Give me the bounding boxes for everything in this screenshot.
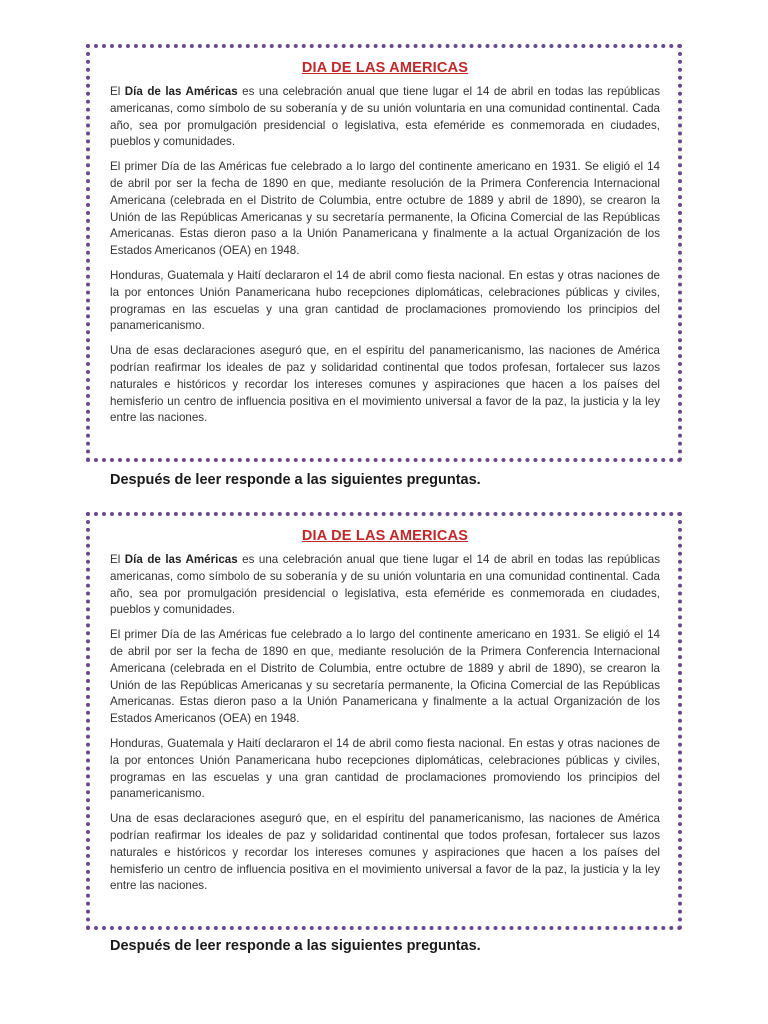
paragraph-1-rest: es una celebración anual que tiene lugar el 14 de abril en todas las repúblicas americanas, como símbolo de su soberanía y de su unión voluntaria en una comunidad continental. Cada año, sea por promulgación presidencial o legislativa, esta efeméride es conmemorada en ciudades, pueblos y comunidades. <box>110 85 661 149</box>
paragraph-1-rest: es una celebración anual que tiene lugar el 14 de abril en todas las repúblicas americanas, como símbolo de su soberanía y de su unión voluntaria en una comunidad continental. Cada año, sea por promulgación presidencial o legislativa, esta efeméride es conmemorada en ciudades, pueblos y comunidades. <box>110 553 661 617</box>
paragraph-1-bold: Día de las Américas <box>124 553 238 566</box>
paragraph-1-lead: El <box>110 85 125 98</box>
paragraph-1 <box>110 84 660 151</box>
instruction-text: Después de leer responde a las siguientes preguntas. <box>110 472 481 488</box>
paragraph-3: Honduras, Guatemala y Haití declararon el 14 de abril como fiesta nacional. En estas y otras naciones de la por entonces Unión Panamericana hubo recepciones diplomáticas, celebraciones públicas y civiles, programas en las escuelas y una gran cantidad de proclamaciones promoviendo los principios del panamericanismo. <box>110 736 660 801</box>
paragraph-2: El primer Día de las Américas fue celebrado a lo largo del continente americano en 1931. Se eligió el 14 de abril por ser la fecha de 1890 en que, mediante resolución de la Primera Conferencia Internacional Americana (celebrada en el Distrito de Columbia, entre octubre de 1889 y abril de 1890), se crearon la Unión de las Repúblicas Americanas y su secretaría permanente, la Oficina Comercial de las Repúblicas Americanas. Estas dieron paso a la Unión Panamericana y finalmente a la actual Organización de los Estados Americanos (OEA) en 1948. <box>110 628 660 726</box>
paragraph-1 <box>110 552 660 619</box>
paragraph-4: Una de esas declaraciones aseguró que, en el espíritu del panamericanismo, las naciones de América podrían reafirmar los ideales de paz y solidaridad continental que todos profesan, fortalecer sus lazos naturales e históricos y recordar los intereses comunes y aspiraciones que hacen a los países del hemisferio un centro de influencia positiva en el movimiento universal a favor de la paz, la justicia y la ley entre las naciones. <box>110 344 660 425</box>
reading-card-2 <box>86 512 682 930</box>
paragraph-1-bold: Día de las Américas <box>124 85 238 98</box>
paragraph-1-lead: El <box>110 553 125 566</box>
reading-card-1 <box>86 44 682 462</box>
paragraph-3: Honduras, Guatemala y Haití declararon el 14 de abril como fiesta nacional. En estas y otras naciones de la por entonces Unión Panamericana hubo recepciones diplomáticas, celebraciones públicas y civiles, programas en las escuelas y una gran cantidad de proclamaciones promoviendo los principios del panamericanismo. <box>110 268 660 333</box>
card-title: DIA DE LAS AMERICAS <box>301 528 469 544</box>
card-title: DIA DE LAS AMERICAS <box>301 60 469 76</box>
paragraph-4: Una de esas declaraciones aseguró que, en el espíritu del panamericanismo, las naciones de América podrían reafirmar los ideales de paz y solidaridad continental que todos profesan, fortalecer sus lazos naturales e históricos y recordar los intereses comunes y aspiraciones que hacen a los países del hemisferio un centro de influencia positiva en el movimiento universal a favor de la paz, la justicia y la ley entre las naciones. <box>110 812 660 893</box>
instruction-text: Después de leer responde a las siguientes preguntas. <box>110 938 481 954</box>
paragraph-2: El primer Día de las Américas fue celebrado a lo largo del continente americano en 1931. Se eligió el 14 de abril por ser la fecha de 1890 en que, mediante resolución de la Primera Conferencia Internacional Americana (celebrada en el Distrito de Columbia, entre octubre de 1889 y abril de 1890), se crearon la Unión de las Repúblicas Americanas y su secretaría permanente, la Oficina Comercial de las Repúblicas Americanas. Estas dieron paso a la Unión Panamericana y finalmente a la actual Organización de los Estados Americanos (OEA) en 1948. <box>110 160 660 258</box>
